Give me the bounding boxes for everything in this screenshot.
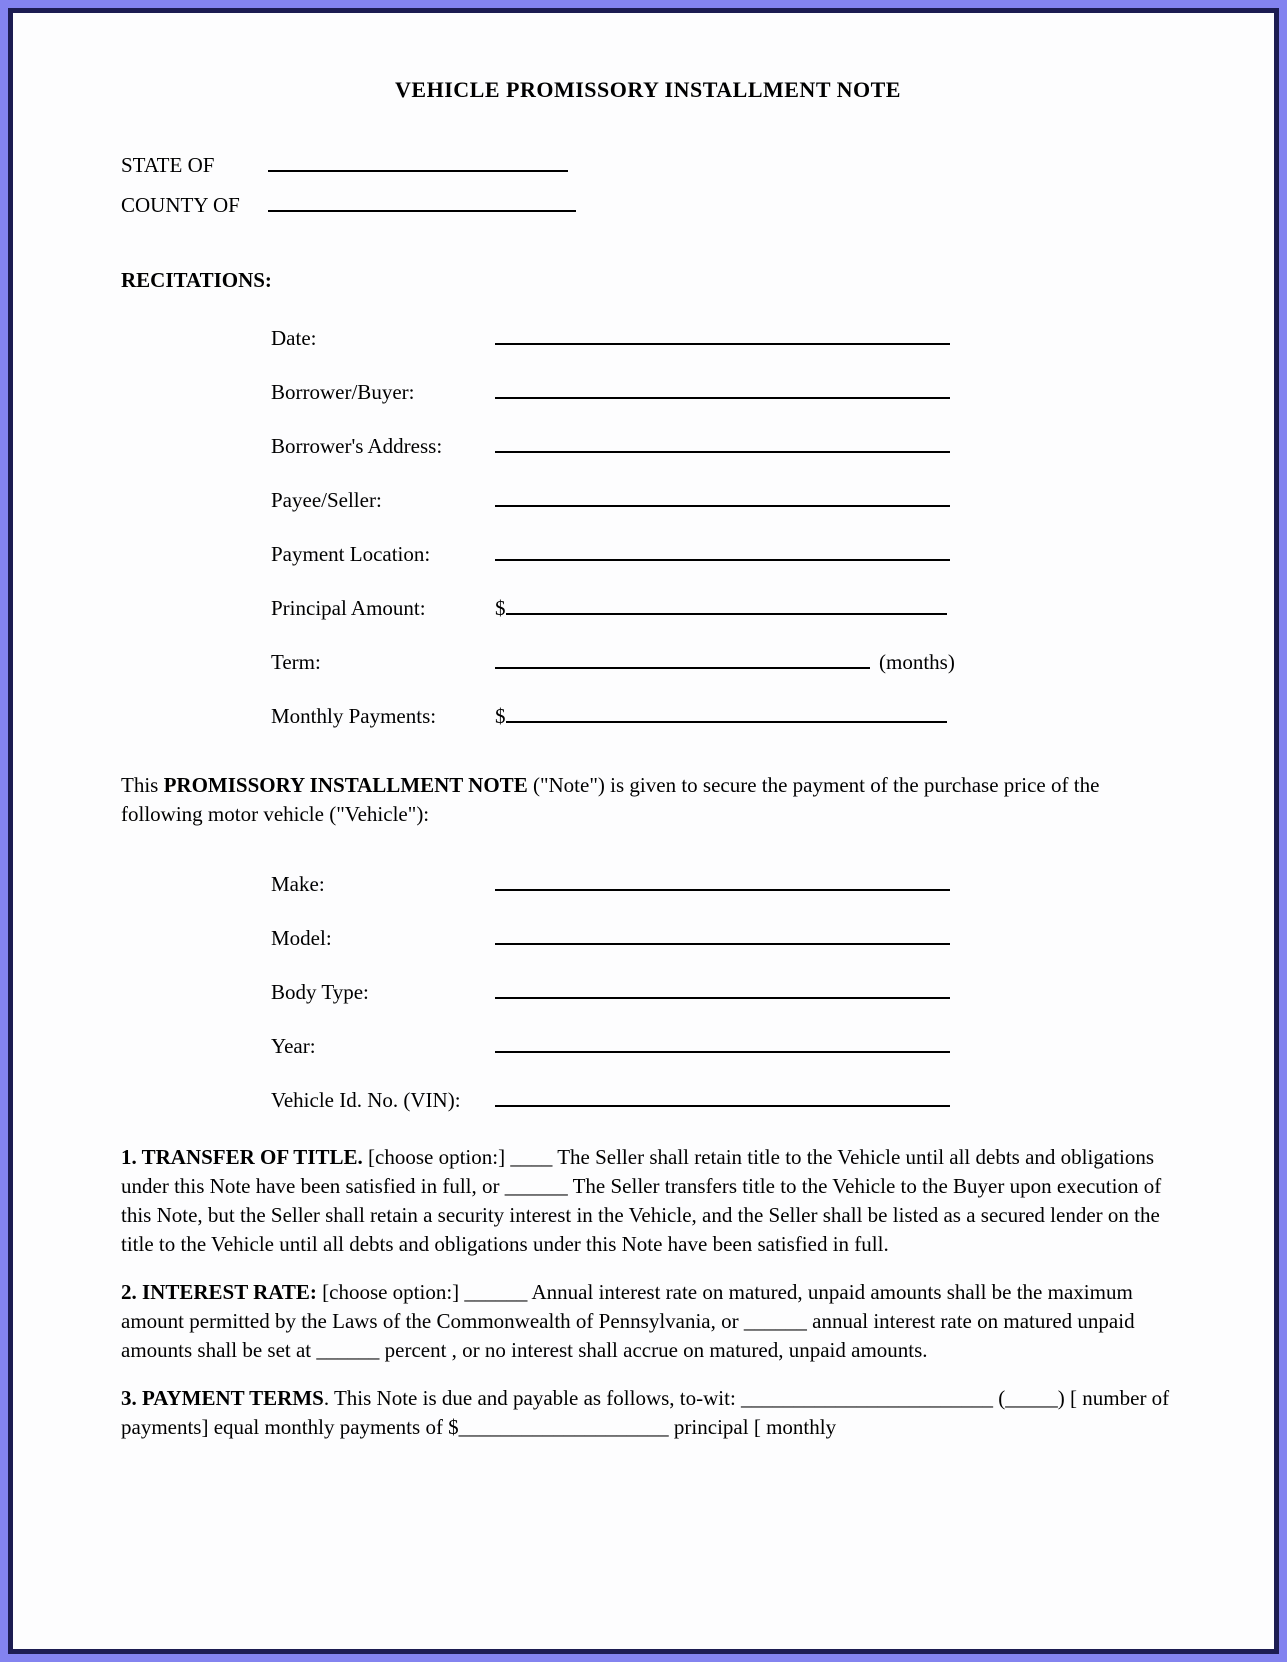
dollar-sign: $ — [495, 596, 506, 620]
dollar-sign: $ — [495, 704, 506, 728]
payee-blank-line — [495, 485, 950, 507]
section-3-body: . This Note is due and payable as follows, to-wit: ________________________ (_____) [ number of payments] equal monthly payments of $____________________ principal [ monthly — [121, 1386, 1170, 1439]
section-2-heading: 2. INTEREST RATE: — [121, 1280, 317, 1304]
section-transfer-of-title — [121, 1143, 1175, 1259]
field-row-monthly-payments — [271, 701, 1175, 731]
field-row-payment-location — [271, 539, 1175, 569]
vehicle-fields — [121, 869, 1175, 1115]
state-of-blank-line — [268, 150, 568, 172]
intro-paragraph — [121, 771, 1175, 829]
year-blank-line — [495, 1031, 950, 1053]
page-title: VEHICLE PROMISSORY INSTALLMENT NOTE — [395, 77, 901, 102]
date-blank-line — [495, 323, 950, 345]
section-2-body: [choose option:] ______ Annual interest rate on matured, unpaid amounts shall be the maximum amount permitted by the Laws of the Commonwealth of Pennsylvania, or ______ annual interest rate on matured unpaid amounts shall be set at ______ percent , or no interest shall accrue on matured, unpaid amounts. — [121, 1280, 1135, 1362]
body-type-blank-line — [495, 977, 950, 999]
field-row-year — [271, 1031, 1175, 1061]
borrower-blank-line — [495, 377, 950, 399]
body-type-label: Body Type: — [271, 980, 369, 1004]
field-row-borrower-address — [271, 431, 1175, 461]
jurisdiction-block — [121, 150, 1175, 220]
vin-blank-line — [495, 1085, 950, 1107]
field-row-vin — [271, 1085, 1175, 1115]
field-row-borrower — [271, 377, 1175, 407]
term-blank-line — [495, 647, 870, 669]
borrower-label: Borrower/Buyer: — [271, 380, 415, 404]
payment-location-label: Payment Location: — [271, 542, 431, 566]
make-label: Make: — [271, 872, 325, 896]
section-interest-rate — [121, 1278, 1175, 1365]
state-of-label: STATE OF — [121, 153, 215, 177]
principal-label: Principal Amount: — [271, 596, 426, 620]
field-row-term — [271, 647, 1175, 677]
term-label: Term: — [271, 650, 321, 674]
year-label: Year: — [271, 1034, 316, 1058]
model-label: Model: — [271, 926, 332, 950]
state-of-row — [121, 150, 1175, 180]
field-row-date — [271, 323, 1175, 353]
section-3-heading: 3. PAYMENT TERMS — [121, 1386, 324, 1410]
make-blank-line — [495, 869, 950, 891]
principal-blank-line — [506, 593, 947, 615]
date-label: Date: — [271, 326, 317, 350]
months-suffix: (months) — [879, 650, 955, 674]
payment-location-blank-line — [495, 539, 950, 561]
vin-label: Vehicle Id. No. (VIN): — [271, 1088, 461, 1112]
county-of-label: COUNTY OF — [121, 193, 240, 217]
monthly-payments-label: Monthly Payments: — [271, 704, 437, 728]
field-row-payee — [271, 485, 1175, 515]
recitations-fields — [121, 323, 1175, 731]
monthly-payments-blank-line — [506, 701, 947, 723]
field-row-model — [271, 923, 1175, 953]
model-blank-line — [495, 923, 950, 945]
borrower-address-label: Borrower's Address: — [271, 434, 443, 458]
county-of-row — [121, 190, 1175, 220]
recitations-heading: RECITATIONS: — [121, 268, 272, 292]
field-row-make — [271, 869, 1175, 899]
page-content — [8, 8, 1279, 1442]
county-of-blank-line — [268, 190, 576, 212]
intro-pre: This — [121, 773, 164, 797]
borrower-address-blank-line — [495, 431, 950, 453]
intro-post: ("Note") is given to secure the payment of the purchase price of the following motor vehicle ("Vehicle"): — [121, 773, 1100, 826]
intro-bold-phrase: PROMISSORY INSTALLMENT NOTE — [163, 773, 528, 797]
section-1-body: [choose option:] ____ The Seller shall retain title to the Vehicle until all debts and obligations under this Note have been satisfied in full, or ______ The Seller transfers title to the Vehicle to the Buyer upon execution of this Note, but the Seller shall retain a security interest in the Vehicle, and the Seller shall be listed as a secured lender on the title to the Vehicle until all debts and obligations under this Note have been satisfied in full. — [121, 1145, 1162, 1256]
payee-label: Payee/Seller: — [271, 488, 382, 512]
section-payment-terms — [121, 1384, 1175, 1442]
field-row-principal — [271, 593, 1175, 623]
section-1-heading: 1. TRANSFER OF TITLE. — [121, 1145, 363, 1169]
field-row-body-type — [271, 977, 1175, 1007]
